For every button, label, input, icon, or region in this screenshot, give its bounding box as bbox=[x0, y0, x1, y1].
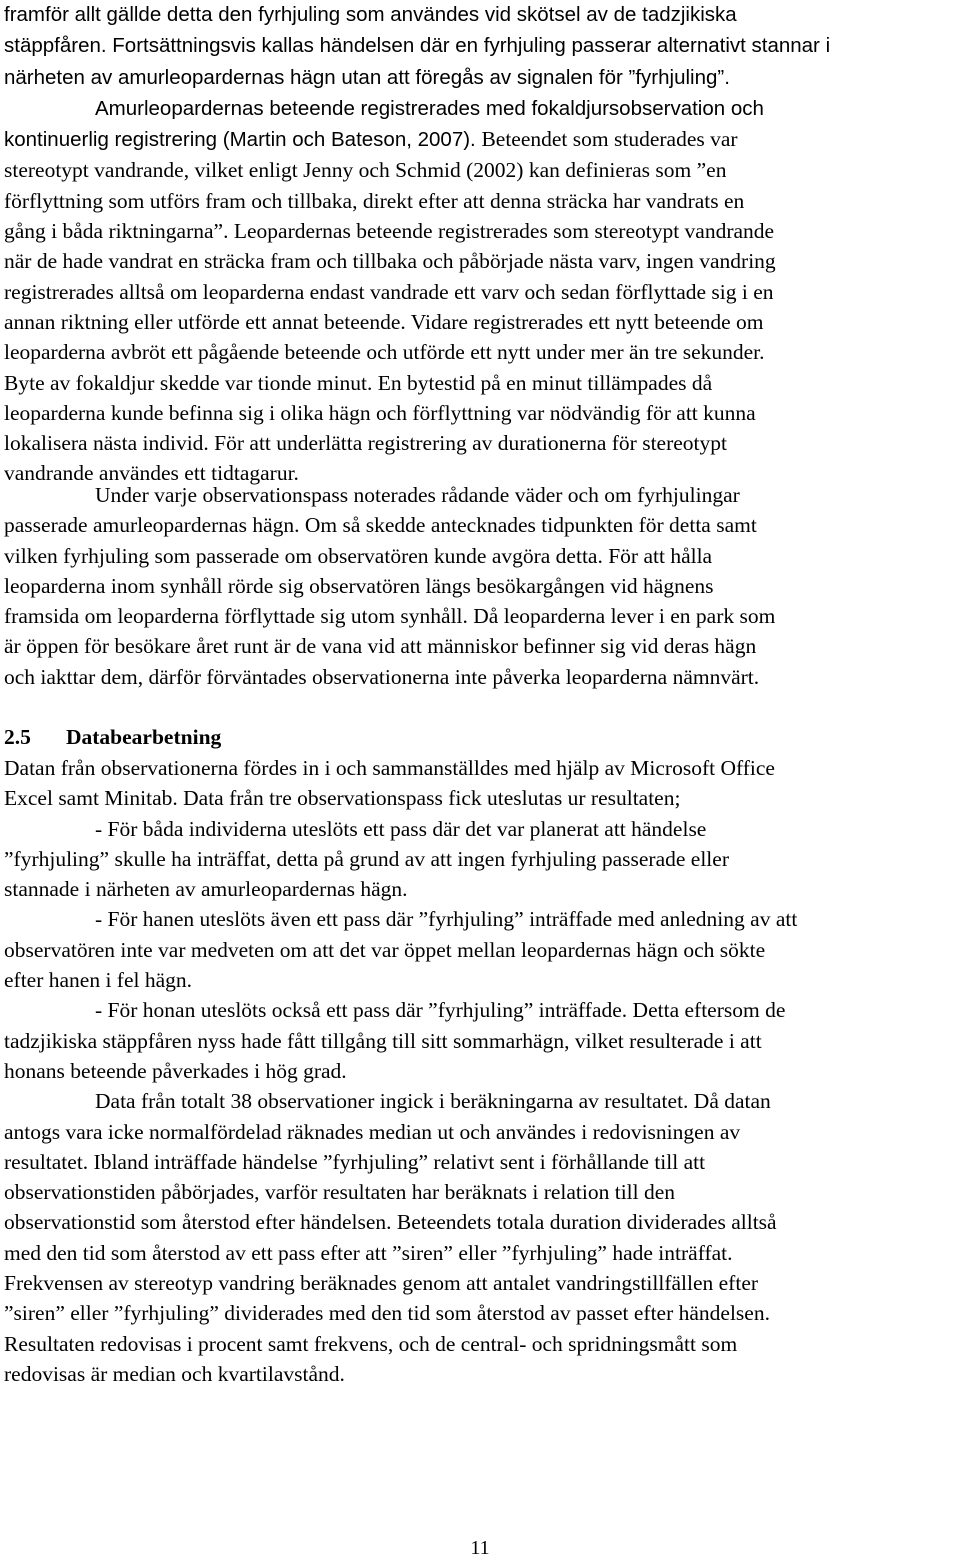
text-line bbox=[4, 662, 954, 692]
text-line bbox=[4, 337, 954, 367]
text-segment: leoparderna kunde befinna sig i olika hägn och förflyttning var nödvändig för att kunna bbox=[4, 400, 756, 425]
text-segment: med den tid som återstod av ett pass efter att ”siren” eller ”fyrhjuling” hade inträffat. bbox=[4, 1240, 733, 1265]
text-segment: leoparderna avbröt ett pågående beteende och utförde ett nytt under mer än tre sekunder. bbox=[4, 340, 765, 365]
text-segment: stereotypt vandrande, vilket enligt Jenny och Schmid (2002) kan definieras som ”en bbox=[4, 158, 727, 183]
section-heading bbox=[4, 722, 954, 752]
text-line bbox=[4, 814, 954, 844]
section-number: 2.5 bbox=[4, 725, 31, 749]
text-segment: - För hanen uteslöts även ett pass där ”fyrhjuling” inträffade med anledning av att bbox=[95, 907, 798, 932]
text-segment: - För båda individerna uteslöts ett pass där det var planerat att händelse bbox=[95, 816, 707, 841]
text-line bbox=[4, 186, 954, 216]
text-segment: gång i båda riktningarna”. Leopardernas beteende registrerades som stereotypt vandrande bbox=[4, 219, 775, 244]
text-segment: - För honan uteslöts också ett pass där ”fyrhjuling” inträffade. Detta eftersom de bbox=[95, 998, 786, 1023]
text-line bbox=[4, 93, 954, 124]
text-line bbox=[4, 601, 954, 631]
text-line bbox=[4, 631, 954, 661]
text-segment: Under varje observationspass noterades rådande väder och om fyrhjulingar bbox=[95, 483, 740, 507]
text-segment: lokalisera nästa individ. För att underlätta registrering av durationerna för stereotypt bbox=[4, 431, 728, 456]
text-line bbox=[4, 541, 954, 571]
text-line bbox=[4, 571, 954, 601]
text-segment: närheten av amurleopardernas hägn utan att föregås av signalen för ”fyrhjuling”. bbox=[4, 65, 730, 89]
text-line bbox=[4, 1026, 954, 1056]
section-title: Databearbetning bbox=[66, 725, 222, 749]
text-segment: Byte av fokaldjur skedde var tionde minut. En bytestid på en minut tillämpades då bbox=[4, 370, 713, 395]
text-line bbox=[4, 307, 954, 337]
text-segment: observatören inte var medveten om att det var öppet mellan leopardernas hägn och sökte bbox=[4, 937, 766, 962]
text-segment: är öppen för besökare året runt är de vana vid att människor befinner sig vid deras hägn bbox=[4, 634, 757, 659]
text-segment: Data från totalt 38 observationer ingick i beräkningarna av resultatet. Då datan bbox=[95, 1089, 771, 1114]
text-line bbox=[4, 1147, 954, 1177]
text-segment: Frekvensen av stereotyp vandring beräknades genom att antalet vandringstillfällen efter bbox=[4, 1271, 759, 1296]
text-segment: Excel samt Minitab. Data från tre observationspass fick uteslutas ur resultaten; bbox=[4, 786, 681, 811]
text-segment: annan riktning eller utförde ett annat beteende. Vidare registrerades ett nytt beteende om bbox=[4, 309, 764, 334]
text-segment: passerade amurleopardernas hägn. Om så skedde antecknades tidpunkten för detta samt bbox=[4, 513, 757, 538]
paragraph-method bbox=[4, 0, 954, 489]
text-line bbox=[4, 62, 954, 93]
text-segment: och iakttar dem, därför förväntades observationerna inte påverka leoparderna nämnvärt. bbox=[4, 664, 760, 689]
text-line bbox=[4, 904, 954, 934]
text-segment: när de hade vandrat en sträcka fram och tillbaka och påbörjade nästa varv, ingen vandring bbox=[4, 249, 776, 274]
text-segment: ”fyrhjuling” skulle ha inträffat, detta på grund av att ingen fyrhjuling passerade eller bbox=[4, 846, 729, 871]
text-segment: Beteendet som studerades var bbox=[481, 127, 738, 152]
text-segment: honans beteende påverkades i hög grad. bbox=[4, 1058, 347, 1083]
text-segment: stannade i närheten av amurleopardernas hägn. bbox=[4, 877, 408, 902]
text-segment: antogs vara icke normalfördelad räknades median ut och användes i redovisningen av bbox=[4, 1119, 741, 1144]
text-segment: vandrande användes ett tidtagarur. bbox=[4, 461, 299, 486]
text-line bbox=[4, 428, 954, 458]
text-line bbox=[4, 246, 954, 276]
text-line bbox=[4, 1117, 954, 1147]
text-segment: ”siren” eller ”fyrhjuling” dividerades med den tid som återstod av passet efter händelsen. bbox=[4, 1301, 770, 1326]
text-line bbox=[4, 874, 954, 904]
text-segment: förflyttning som utförs fram och tillbaka, direkt efter att denna sträcka har vandrats en bbox=[4, 188, 745, 213]
text-line bbox=[4, 155, 954, 185]
text-line bbox=[4, 30, 954, 61]
text-line bbox=[4, 1086, 954, 1116]
text-segment: leoparderna inom synhåll rörde sig observatören längs besökargången vid hägnens bbox=[4, 573, 714, 598]
text-segment: Datan från observationerna fördes in i och sammanställdes med hjälp av Microsoft Office bbox=[4, 756, 775, 780]
text-segment: kontinuerlig registrering (Martin och Bateson, 2007). bbox=[4, 128, 482, 152]
text-line bbox=[4, 277, 954, 307]
text-line bbox=[4, 124, 954, 155]
text-line bbox=[4, 1177, 954, 1207]
text-segment: Resultaten redovisas i procent samt frekvens, och de central- och spridningsmått som bbox=[4, 1331, 738, 1356]
text-line bbox=[4, 935, 954, 965]
text-line bbox=[4, 1329, 954, 1359]
text-line bbox=[4, 398, 954, 428]
text-line bbox=[4, 783, 954, 813]
text-segment: observationstiden påbörjades, varför resultaten har beräknats i relation till den bbox=[4, 1180, 676, 1205]
text-line bbox=[4, 753, 954, 783]
text-segment: efter hanen i fel hägn. bbox=[4, 968, 193, 993]
text-line bbox=[4, 1298, 954, 1328]
text-line bbox=[4, 965, 954, 995]
text-line bbox=[4, 1359, 954, 1389]
text-line bbox=[4, 216, 954, 246]
text-line bbox=[4, 1268, 954, 1298]
text-line bbox=[4, 844, 954, 874]
text-segment: registrerades alltså om leoparderna endast vandrade ett varv och sedan förflyttade sig i en bbox=[4, 279, 774, 304]
text-segment: framför allt gällde detta den fyrhjuling som användes vid skötsel av de tadzjikiska bbox=[4, 3, 737, 26]
text-line bbox=[4, 368, 954, 398]
text-segment: resultatet. Ibland inträffade händelse ”fyrhjuling” relativt sent i förhållande till att bbox=[4, 1149, 706, 1174]
page-number: 11 bbox=[470, 1537, 490, 1559]
text-segment: redovisas är median och kvartilavstånd. bbox=[4, 1361, 345, 1386]
text-segment: observationstid som återstod efter händelsen. Beteendets totala duration dividerades alltså bbox=[4, 1210, 777, 1235]
text-line bbox=[4, 995, 954, 1025]
text-line bbox=[4, 1056, 954, 1086]
text-segment: tadzjikiska stäppfåren nyss hade fått tillgång till sitt sommarhägn, vilket resulterade i att bbox=[4, 1028, 762, 1053]
text-segment: framsida om leoparderna förflyttade sig utom synhåll. Då leoparderna lever i en park som bbox=[4, 604, 776, 629]
text-line bbox=[4, 1207, 954, 1237]
text-segment: vilken fyrhjuling som passerade om observatören kunde avgöra detta. För att hålla bbox=[4, 543, 713, 568]
text-line bbox=[4, 1238, 954, 1268]
text-line bbox=[4, 510, 954, 540]
text-line bbox=[4, 480, 954, 510]
text-segment: stäppfåren. Fortsättningsvis kallas händelsen där en fyrhjuling passerar alternativt stannar i bbox=[4, 34, 831, 58]
paragraph-observation-sessions bbox=[4, 480, 954, 692]
paragraph-data-processing bbox=[4, 753, 954, 1389]
text-segment: Amurleopardernas beteende registrerades med fokaldjursobservation och bbox=[95, 96, 764, 120]
text-line bbox=[4, 0, 954, 30]
